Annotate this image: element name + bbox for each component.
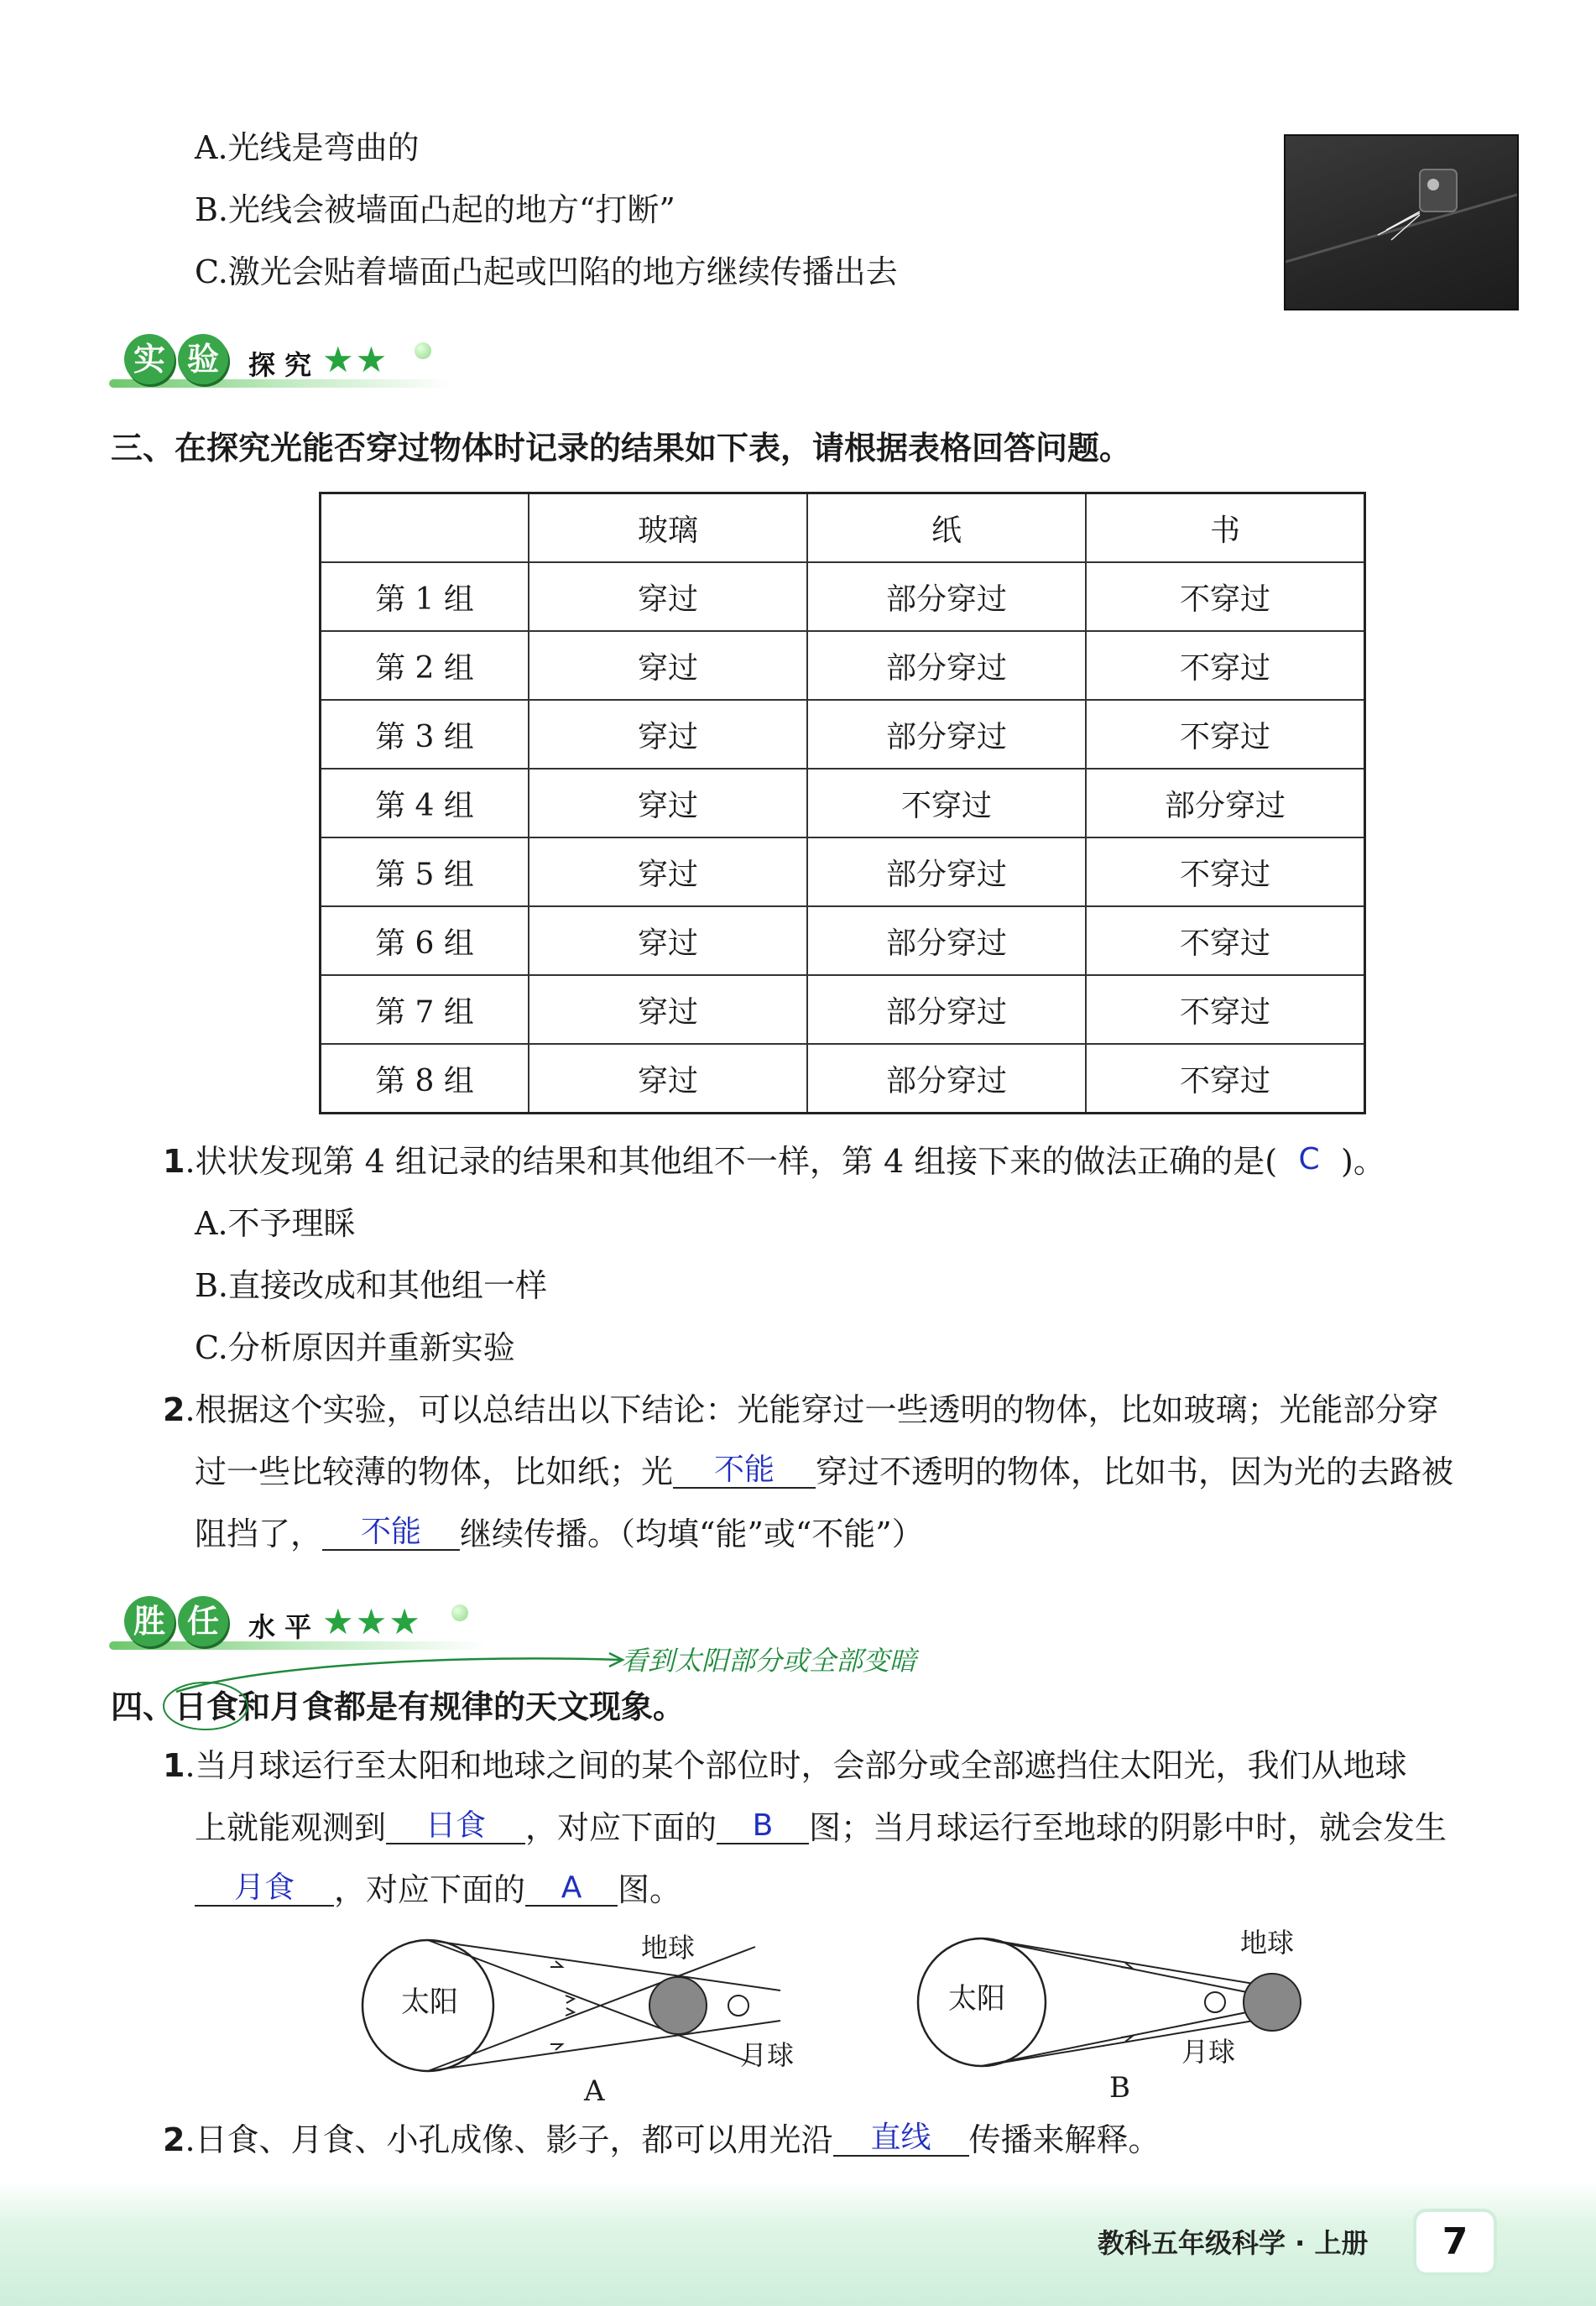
banner-subtitle: 水 平 [248, 1611, 312, 1643]
table-header-cell: 书 [1086, 493, 1365, 563]
table-cell: 穿过 [529, 906, 807, 975]
table-cell: 第 5 组 [321, 837, 529, 906]
bubble-icon [451, 1604, 468, 1621]
results-table [319, 492, 1366, 1114]
question-text: .状状发现第 4 组记录的结果和其他组不一样，第 4 组接下来的做法正确的是( [185, 1143, 1278, 1180]
section4-title: 四、日食和月食都是有规律的天文现象。 [111, 1688, 686, 1725]
table-cell: 部分穿过 [807, 1044, 1086, 1114]
question-text: 继续传播。（均填“能”或“不能”） [460, 1516, 924, 1552]
banner-char: 胜 [124, 1596, 175, 1646]
table-row [321, 975, 1365, 1044]
option-c: C.激光会贴着墙面凸起或凹陷的地方继续传播出去 [195, 253, 898, 290]
table-cell: 部分穿过 [807, 906, 1086, 975]
moon-label: 月球 [740, 2039, 795, 2071]
question-text: 上就能观测到 [195, 1809, 387, 1846]
table-cell: 穿过 [529, 975, 807, 1044]
diagram-caption: A [584, 2074, 605, 2108]
answer-field[interactable]: 日食 [386, 1809, 525, 1844]
table-row [321, 562, 1365, 631]
option-c: C.分析原因并重新实验 [195, 1329, 515, 1366]
question-4-2 [163, 2118, 1160, 2162]
table-cell: 第 8 组 [321, 1044, 529, 1114]
diagram-a [361, 1930, 831, 2115]
table-cell: 不穿过 [1086, 1044, 1365, 1114]
question-number: 1 [163, 1143, 185, 1180]
earth-label: 地球 [641, 1932, 696, 1964]
table-row [321, 837, 1365, 906]
table-row [321, 631, 1365, 700]
banner-char: 验 [178, 334, 228, 384]
table-cell: 部分穿过 [807, 837, 1086, 906]
table-cell: 部分穿过 [1086, 769, 1365, 837]
option-a: A.不予理睬 [195, 1205, 356, 1242]
table-cell: 部分穿过 [807, 700, 1086, 769]
section-banner-experiment [109, 334, 453, 393]
question-text: 图。 [618, 1871, 682, 1908]
circle-mark-icon [159, 1678, 252, 1734]
table-cell: 穿过 [529, 562, 807, 631]
table-cell: 不穿过 [1086, 562, 1365, 631]
table-cell: 不穿过 [1086, 700, 1365, 769]
answer-field[interactable]: 月食 [195, 1871, 334, 1907]
table-cell: 穿过 [529, 837, 807, 906]
table-row [321, 700, 1365, 769]
table-cell: 穿过 [529, 1044, 807, 1114]
table-cell: 部分穿过 [807, 562, 1086, 631]
section3-title: 三、在探究光能否穿过物体时记录的结果如下表，请根据表格回答问题。 [111, 430, 1132, 467]
answer-field[interactable]: C [1298, 1142, 1320, 1176]
question-number: 2 [163, 2121, 185, 2158]
star-icon: ★★★ [322, 1601, 422, 1642]
page-number: 7 [1413, 2209, 1497, 2276]
question-3-2-line3 [195, 1512, 924, 1556]
table-cell: 第 1 组 [321, 562, 529, 631]
bubble-icon [415, 342, 431, 359]
table-cell: 部分穿过 [807, 631, 1086, 700]
table-row [321, 906, 1365, 975]
table-cell: 穿过 [529, 700, 807, 769]
question-text: 传播来解释。 [968, 2121, 1160, 2158]
question-text: 穿过不透明的物体，比如书，因为光的去路被 [816, 1453, 1454, 1490]
handwritten-hint: 看到太阳部分或全部变暗 [621, 1645, 917, 1677]
answer-field[interactable]: 不能 [673, 1453, 816, 1489]
book-title: 教科五年级科学 · 上册 [1098, 2227, 1369, 2259]
answer-field[interactable]: B [717, 1809, 809, 1844]
banner-char: 实 [124, 334, 175, 384]
table-cell: 第 2 组 [321, 631, 529, 700]
table-cell: 部分穿过 [807, 975, 1086, 1044]
question-text: ，对应下面的 [525, 1809, 717, 1846]
laser-device-icon [1286, 136, 1517, 309]
question-text: 阻挡了， [195, 1516, 323, 1552]
table-cell: 穿过 [529, 769, 807, 837]
question-text: )。 [1341, 1143, 1385, 1180]
sun-label: 太阳 [948, 1982, 1005, 2016]
table-cell: 第 4 组 [321, 769, 529, 837]
question-3-2-line2 [195, 1450, 1453, 1494]
question-number: 1 [163, 1747, 185, 1784]
table-header-cell: 玻璃 [529, 493, 807, 563]
answer-field[interactable]: 直线 [833, 2121, 969, 2157]
table-cell: 第 7 组 [321, 975, 529, 1044]
banner-char: 任 [178, 1596, 228, 1646]
table-header-cell [321, 493, 529, 563]
table-cell: 不穿过 [1086, 631, 1365, 700]
earth-label: 地球 [1240, 1927, 1295, 1959]
answer-field[interactable]: 不能 [322, 1516, 460, 1551]
option-b: B.光线会被墙面凸起的地方“打断” [195, 191, 675, 228]
moon-label: 月球 [1181, 2036, 1236, 2068]
table-header-cell: 纸 [807, 493, 1086, 563]
star-icon: ★★ [322, 339, 389, 380]
question-4-1-line3 [195, 1868, 681, 1912]
diagram-caption: B [1109, 2071, 1130, 2105]
table-cell: 穿过 [529, 631, 807, 700]
table-cell: 不穿过 [1086, 837, 1365, 906]
question-4-1 [163, 1744, 1407, 1787]
question-text: .日食、月食、小孔成像、影子，都可以用光沿 [185, 2121, 833, 2158]
option-a: A.光线是弯曲的 [195, 129, 420, 166]
table-cell: 第 3 组 [321, 700, 529, 769]
banner-subtitle: 探 究 [248, 349, 312, 381]
question-3-2 [163, 1388, 1439, 1432]
table-row [321, 1044, 1365, 1114]
question-text: ，对应下面的 [334, 1871, 526, 1908]
sun-label: 太阳 [401, 1985, 458, 2019]
answer-field[interactable]: A [525, 1871, 618, 1907]
option-b: B.直接改成和其他组一样 [195, 1267, 548, 1304]
question-3-1 [163, 1140, 1385, 1183]
table-header-row [321, 493, 1365, 563]
table-cell: 不穿过 [1086, 975, 1365, 1044]
diagram-b [915, 1927, 1385, 2115]
question-text: .当月球运行至太阳和地球之间的某个部位时，会部分或全部遮挡住太阳光，我们从地球 [185, 1747, 1407, 1784]
question-4-1-line2 [195, 1806, 1447, 1849]
table-cell: 第 6 组 [321, 906, 529, 975]
table-row [321, 769, 1365, 837]
question-number: 2 [163, 1391, 185, 1428]
table-cell: 不穿过 [1086, 906, 1365, 975]
laser-photo [1284, 134, 1519, 310]
question-text: 图；当月球运行至地球的阴影中时，就会发生 [809, 1809, 1447, 1846]
table-cell: 不穿过 [807, 769, 1086, 837]
question-text: .根据这个实验，可以总结出以下结论：光能穿过一些透明的物体，比如玻璃；光能部分穿 [185, 1391, 1439, 1428]
question-text: 过一些比较薄的物体，比如纸；光 [195, 1453, 674, 1490]
